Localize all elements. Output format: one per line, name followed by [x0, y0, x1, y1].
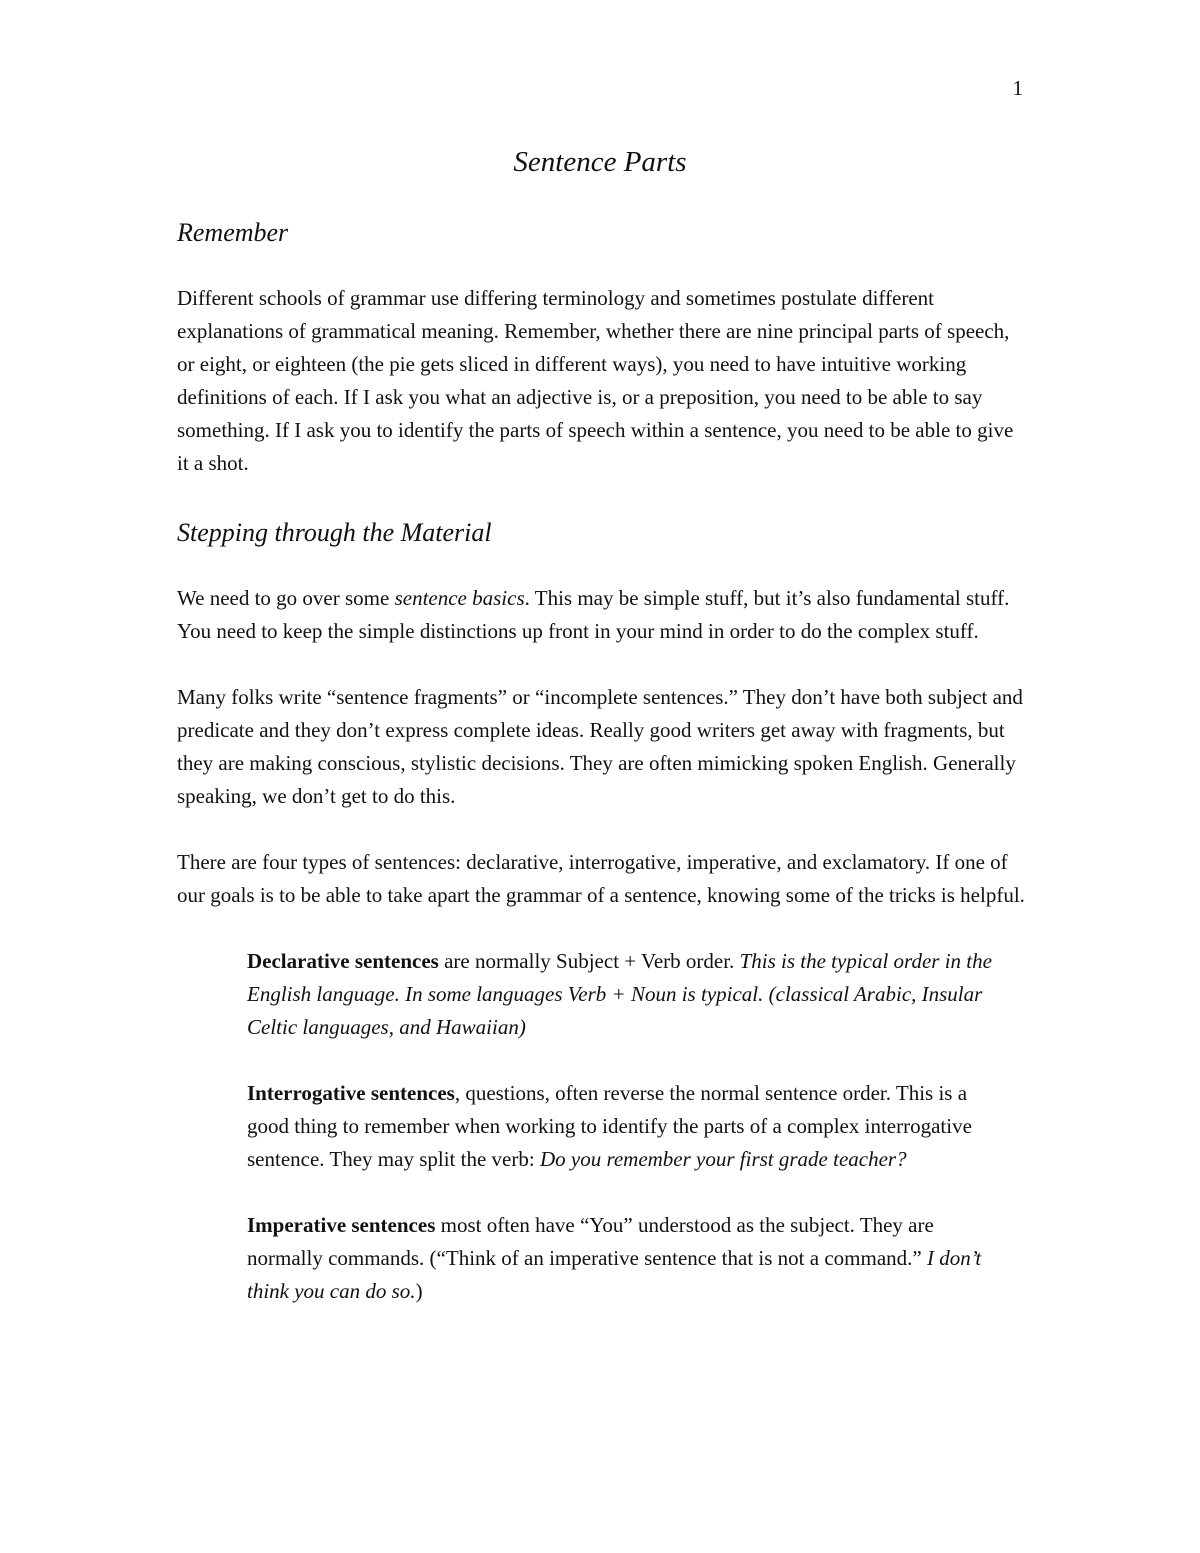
imperative-example: I don’t think you can do so.: [247, 1246, 982, 1303]
section-heading-stepping: Stepping through the Material: [177, 518, 492, 547]
declarative-text: are normally Subject + Verb order.: [438, 949, 740, 973]
declarative-note: This is the typical order in the English language. In some languages Verb + Noun is typical. (classical Arabic, Insular Celtic languages, and Hawaiian): [247, 949, 992, 1039]
page-title: Sentence Parts: [513, 146, 687, 178]
imperative-closing: ): [415, 1279, 423, 1303]
imperative-text: most often have “You” understood as the subject. They are normally commands. (“Think of an imperative sentence that is not a command.”: [247, 1213, 934, 1270]
remember-paragraph: Different schools of grammar use differing terminology and sometimes postulate different explanations of grammatical meaning. Remember, whether there are nine principal parts of speech, or eight, or eighteen (the pie gets sliced in different ways), you need to have intuitive working definitions of each. If I ask you what an adjective is, or a preposition, you need to be able to say something. If I ask you to identify the parts of speech within a sentence, you need to be able to give it a shot.: [177, 286, 1014, 475]
basics-text-start: We need to go over some: [177, 586, 395, 610]
section-heading-remember: Remember: [177, 218, 289, 247]
imperative-paragraph: [247, 1209, 997, 1308]
basics-emphasis: sentence basics: [394, 586, 525, 610]
declarative-term: Declarative sentences: [247, 949, 439, 973]
document-body: [177, 216, 1027, 1341]
interrogative-paragraph: [247, 1077, 997, 1176]
interrogative-example: Do you remember your first grade teacher?: [539, 1147, 907, 1171]
interrogative-text: , questions, often reverse the normal sentence order. This is a good thing to remember when working to identify the parts of a complex interrogative sentence. They may split the verb:: [247, 1081, 972, 1171]
fragments-paragraph: Many folks write “sentence fragments” or “incomplete sentences.” They don’t have both subject and predicate and they don’t express complete ideas. Really good writers get away with fragments, but they are making conscious, stylistic decisions. They are often mimicking spoken English. Generally speaking, we don’t get to do this.: [177, 685, 1023, 808]
basics-text-end: . This may be simple stuff, but it’s also fundamental stuff. You need to keep the simple distinctions up front in your mind in order to do the complex stuff.: [177, 586, 1010, 643]
declarative-paragraph: [247, 945, 997, 1044]
interrogative-term: Interrogative sentences: [247, 1081, 455, 1105]
sentence-types-paragraph: There are four types of sentences: declarative, interrogative, imperative, and exclamatory. If one of our goals is to be able to take apart the grammar of a sentence, knowing some of the tricks is helpful.: [177, 850, 1025, 907]
page-number: 1: [1012, 76, 1023, 100]
basics-paragraph: [177, 582, 1027, 648]
imperative-term: Imperative sentences: [247, 1213, 436, 1237]
